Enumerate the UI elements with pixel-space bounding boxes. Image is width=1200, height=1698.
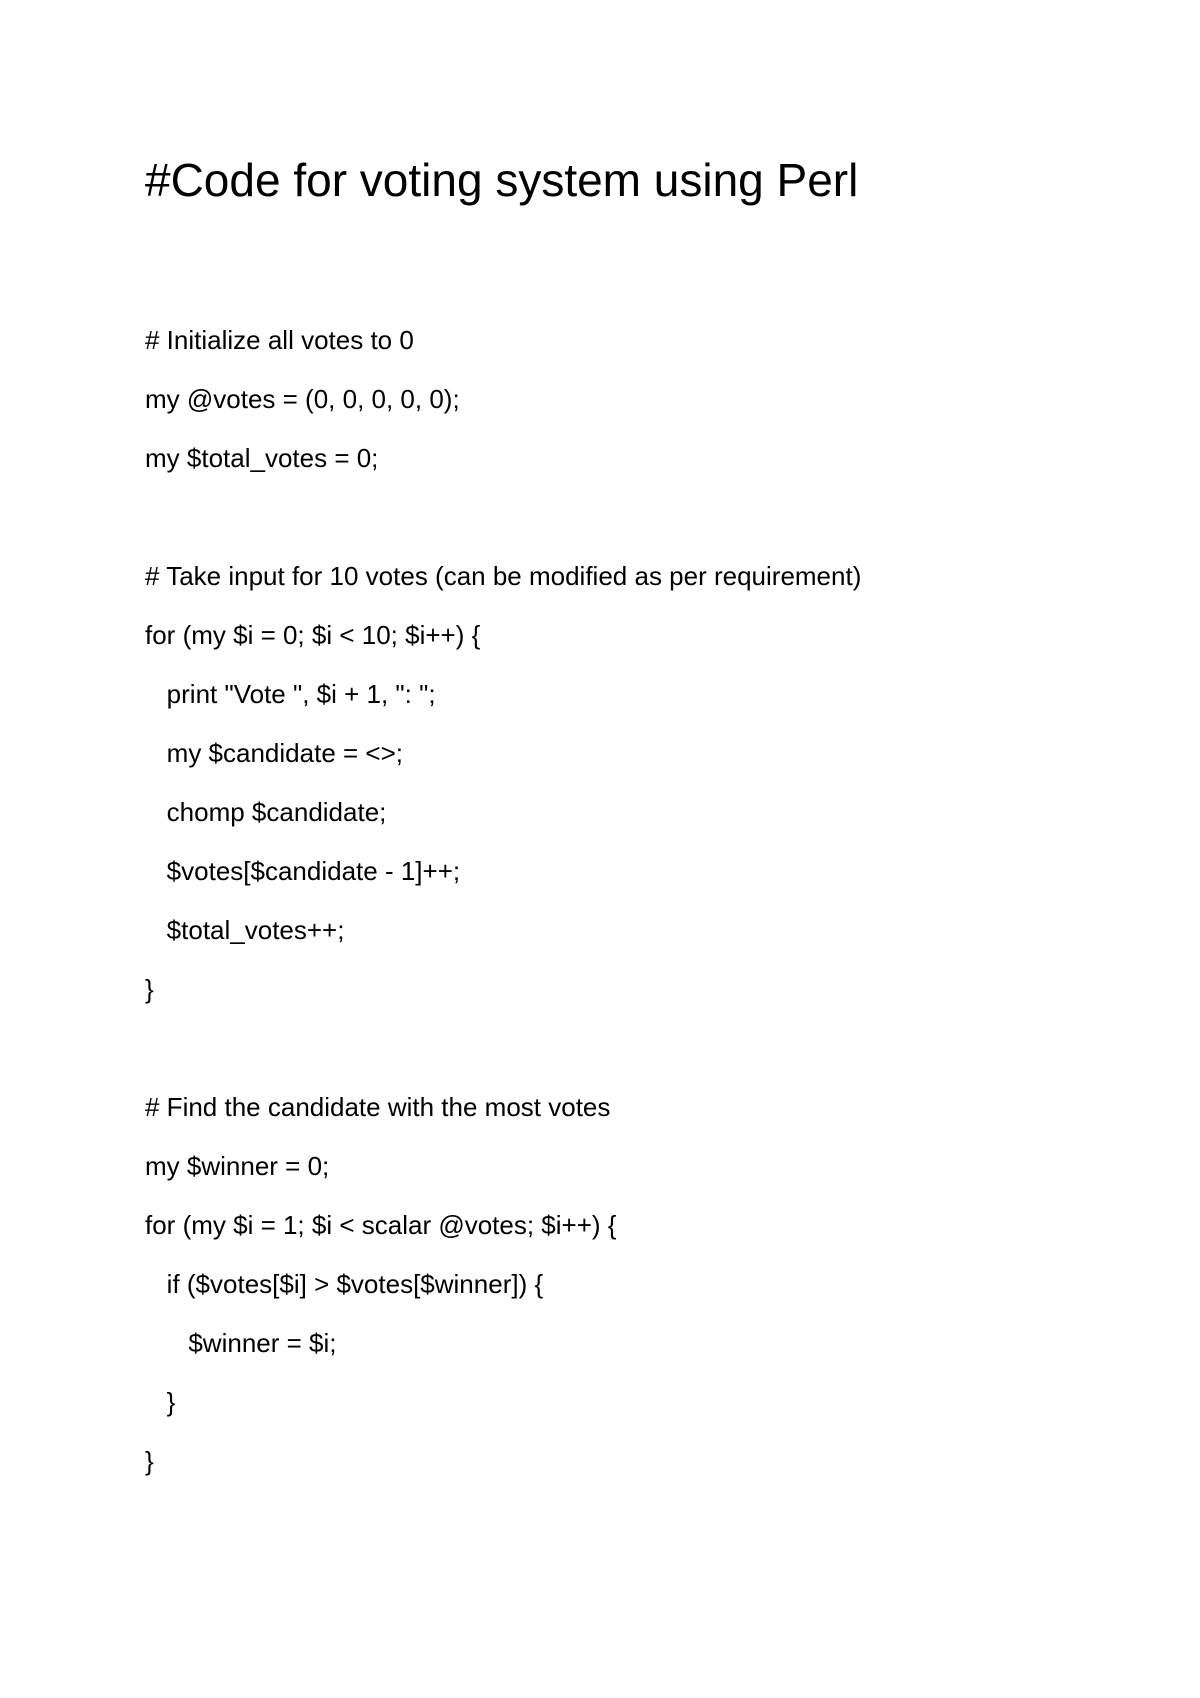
- code-line: $votes[$candidate - 1]++;: [145, 856, 461, 886]
- code-line: for (my $i = 0; $i < 10; $i++) {: [145, 620, 481, 650]
- code-line: my $winner = 0;: [145, 1151, 330, 1181]
- code-line: }: [145, 974, 154, 1004]
- code-line: # Take input for 10 votes (can be modified as per requirement): [145, 561, 862, 591]
- code-line: $total_votes++;: [145, 915, 345, 945]
- code-line: if ($votes[$i] > $votes[$winner]) {: [145, 1269, 544, 1299]
- code-line: # Find the candidate with the most votes: [145, 1092, 611, 1122]
- code-line: # Initialize all votes to 0: [145, 325, 414, 355]
- code-line: my @votes = (0, 0, 0, 0, 0);: [145, 384, 460, 414]
- code-line: $winner = $i;: [145, 1328, 337, 1358]
- code-line: my $total_votes = 0;: [145, 443, 379, 473]
- page-title: #Code for voting system using Perl: [145, 154, 859, 206]
- code-line: my $candidate = <>;: [145, 738, 403, 768]
- code-line: }: [145, 1446, 154, 1476]
- code-line: chomp $candidate;: [145, 797, 387, 827]
- code-line: }: [145, 1387, 176, 1417]
- code-line: for (my $i = 1; $i < scalar @votes; $i++) {: [145, 1210, 617, 1240]
- code-line: print "Vote ", $i + 1, ": ";: [145, 679, 436, 709]
